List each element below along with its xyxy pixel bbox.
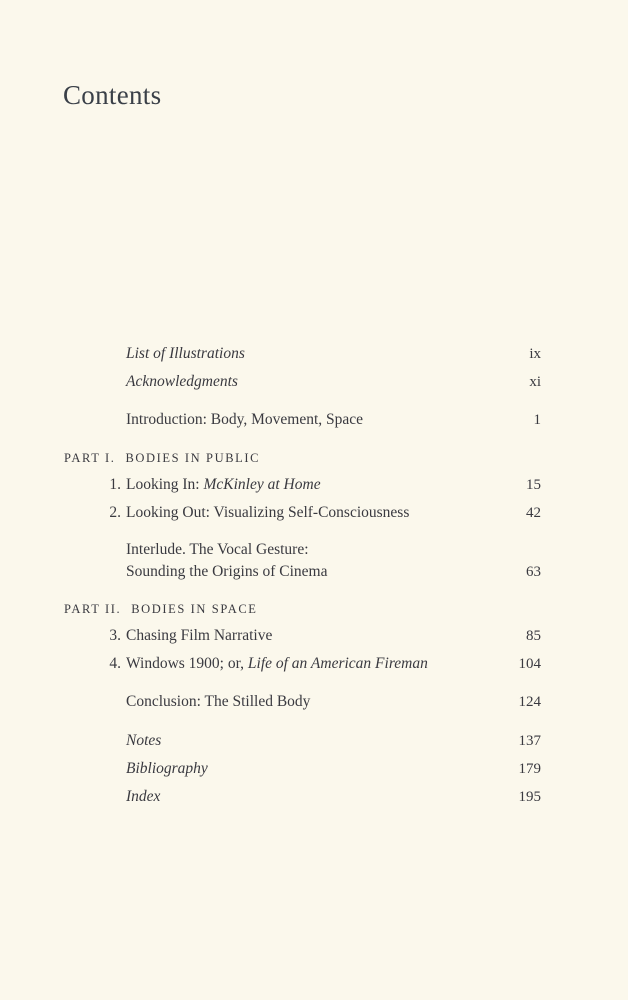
part-label: PART I. <box>64 451 116 465</box>
toc-entry-page: 104 <box>518 656 541 672</box>
toc-entry-page: 195 <box>518 789 541 805</box>
toc-entry-title <box>126 474 321 496</box>
toc-entry-page: 137 <box>518 733 541 749</box>
toc-entry-title: Chasing Film Narrative <box>126 627 273 644</box>
toc-entry-title: Acknowledgments <box>126 373 238 390</box>
toc-entry-title: List of Illustrations <box>126 345 245 362</box>
page-title: Contents <box>63 80 162 110</box>
chapter-number: 3. <box>109 627 121 644</box>
toc-entry-page: 179 <box>518 761 541 777</box>
toc-entry-interlude[interactable] <box>0 539 628 585</box>
toc-entry-title <box>126 539 328 583</box>
toc-entry-title <box>126 653 428 675</box>
chapter-number: 1. <box>109 476 121 493</box>
toc-entry-page: xi <box>529 374 541 390</box>
toc-entry-page: ix <box>529 346 541 362</box>
part-title: BODIES IN SPACE <box>131 602 258 616</box>
part-title: BODIES IN PUBLIC <box>125 451 261 465</box>
toc-entry-title-line-1: Interlude. The Vocal Gesture: <box>126 541 309 558</box>
chapter-number: 4. <box>109 655 121 672</box>
toc-entry-title: Looking Out: Visualizing Self-Consciousness <box>126 504 410 521</box>
toc-entry-title-prefix: Windows 1900; or, <box>126 655 248 672</box>
toc-entry-title-italic: Life of an American Fireman <box>247 655 428 672</box>
toc-entry-title: Conclusion: The Stilled Body <box>126 693 311 710</box>
toc-entry-title: Index <box>126 788 161 805</box>
chapter-number: 2. <box>109 504 121 521</box>
toc-entry-page: 1 <box>533 412 541 428</box>
part-heading-1 <box>64 451 260 466</box>
toc-entry-title-line-2: Sounding the Origins of Cinema <box>126 563 328 580</box>
part-heading-2 <box>64 602 258 617</box>
toc-entry-title: Introduction: Body, Movement, Space <box>126 411 364 428</box>
toc-entry-title-italic: McKinley at Home <box>203 476 321 493</box>
toc-entry-page: 15 <box>526 477 541 493</box>
toc-entry-title: Notes <box>126 732 162 749</box>
toc-entry-title-prefix: Looking In: <box>126 476 204 493</box>
toc-entry-title: Bibliography <box>126 760 208 777</box>
toc-entry-page: 85 <box>526 628 541 644</box>
toc-entry-page: 124 <box>518 694 541 710</box>
toc-entry-page: 42 <box>526 505 541 521</box>
part-label: PART II. <box>64 602 122 616</box>
toc-entry-page: 63 <box>526 564 541 580</box>
